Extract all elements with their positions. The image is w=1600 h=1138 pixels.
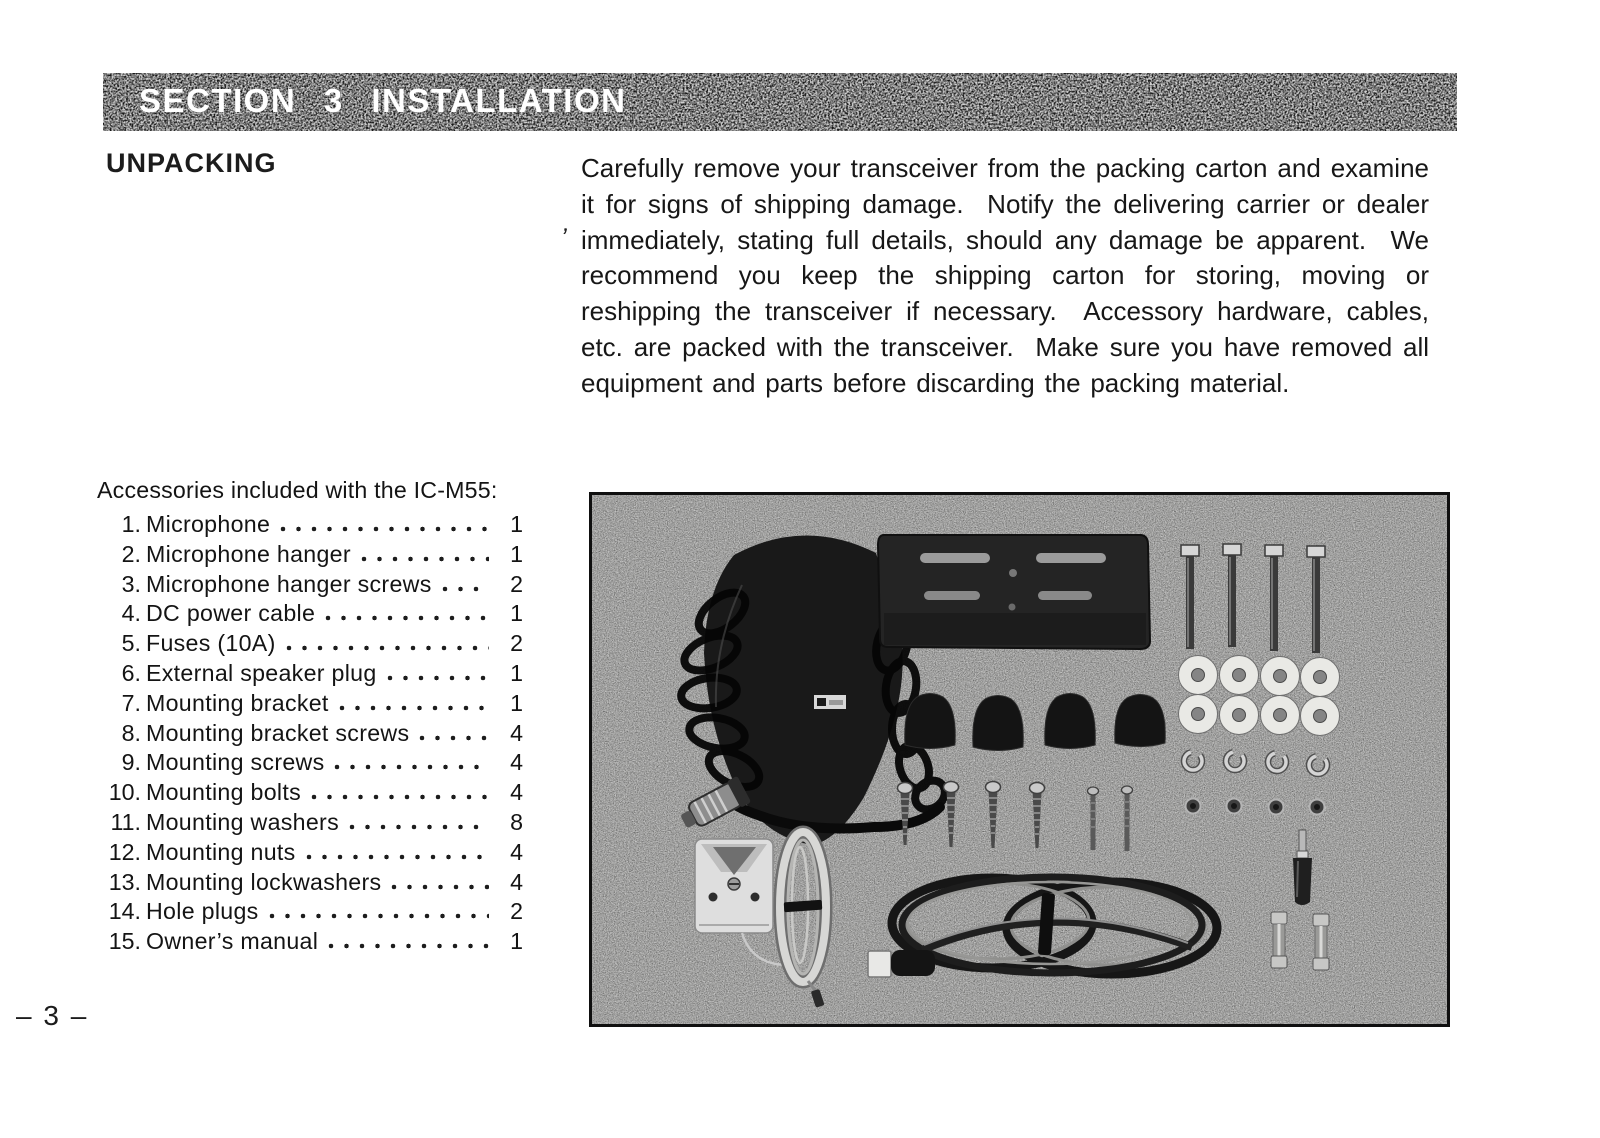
page-number: – 3 – — [16, 1000, 89, 1031]
item-quantity: 4 — [510, 749, 523, 776]
accessory-row — [95, 511, 523, 541]
item-name: Mounting bracket — [146, 689, 329, 716]
accessory-row — [95, 928, 523, 958]
item-quantity: 1 — [510, 689, 523, 716]
item-number: 7. — [121, 689, 141, 716]
dotted-leader — [361, 556, 489, 562]
accessory-row — [95, 809, 523, 839]
accessory-row — [95, 571, 523, 601]
dotted-leader — [387, 675, 489, 681]
item-number: 9. — [121, 749, 141, 776]
microphone-label — [814, 695, 846, 709]
item-name: Fuses (10A) — [146, 630, 276, 657]
accessory-row — [95, 600, 523, 630]
item-quantity: 4 — [510, 838, 523, 865]
item-name: Microphone — [146, 511, 271, 537]
item-name: Mounting washers — [146, 808, 339, 835]
item-name: Hole plugs — [146, 898, 259, 925]
item-number: 11. — [110, 808, 141, 835]
item-quantity: 1 — [510, 540, 523, 567]
mounting-bracket-photo-item — [878, 535, 1150, 649]
item-quantity: 2 — [510, 570, 523, 597]
accessory-row — [95, 839, 523, 869]
accessories-heading: Accessories included with the IC-M55: — [97, 477, 498, 503]
item-name: Microphone hanger — [146, 540, 351, 567]
dotted-leader — [442, 586, 489, 592]
item-name: External speaker plug — [146, 659, 377, 686]
accessory-row — [95, 720, 523, 750]
accessory-row — [95, 779, 523, 809]
accessories-photo — [589, 492, 1450, 1027]
item-number: 13. — [108, 868, 141, 895]
dotted-leader — [391, 884, 489, 890]
item-number: 14. — [108, 898, 141, 925]
dotted-leader — [419, 735, 489, 741]
dotted-leader — [334, 764, 489, 770]
dotted-leader — [280, 526, 489, 532]
dotted-leader — [349, 824, 489, 830]
accessories-photo-drawing — [592, 495, 1447, 1024]
dotted-leader — [328, 943, 489, 949]
item-number: 12. — [108, 838, 141, 865]
microphone-hanger-photo-item — [695, 839, 773, 933]
item-quantity: 1 — [510, 928, 523, 955]
unpacking-paragraph: Carefully remove your transceiver from the packing carton and examine it for signs of shipping damage. Notify the delivering carrier or dealer immediately, stating full details, should any damage be apparent. We recommend you keep the shipping carton for storing, moving or reshipping the transceiver if necessary. Accessory hardware, cables, etc. are packed with the transceiver. Make sure you have removed all equipment and parts before discarding the packing material. — [581, 153, 1429, 398]
accessory-row — [95, 869, 523, 899]
section-header-bar — [103, 73, 1457, 131]
item-quantity: 8 — [510, 808, 523, 835]
item-name: Mounting lockwashers — [146, 868, 382, 895]
item-number: 6. — [121, 659, 141, 686]
accessory-row — [95, 660, 523, 690]
item-quantity: 4 — [510, 868, 523, 895]
item-quantity: 1 — [510, 600, 523, 627]
item-number: 1. — [121, 511, 141, 537]
item-number: 15. — [108, 928, 141, 955]
item-number: 5. — [121, 630, 141, 657]
item-name: Mounting nuts — [146, 838, 296, 865]
item-number: 2. — [121, 540, 141, 567]
item-quantity: 2 — [510, 630, 523, 657]
dotted-leader — [286, 645, 489, 651]
accessory-row — [95, 749, 523, 779]
item-name: Owner’s manual — [146, 928, 319, 955]
accessory-row — [95, 630, 523, 660]
item-name: DC power cable — [146, 600, 316, 627]
item-quantity: 4 — [510, 779, 523, 806]
dotted-leader — [311, 794, 489, 800]
item-name: Mounting bolts — [146, 779, 302, 806]
dotted-leader — [325, 615, 489, 621]
dotted-leader — [306, 854, 489, 860]
dotted-leader — [269, 913, 489, 919]
accessory-row — [95, 541, 523, 571]
unpacking-heading: UNPACKING — [106, 148, 277, 178]
item-name: Microphone hanger screws — [146, 570, 432, 597]
item-name: Mounting bracket screws — [146, 719, 410, 746]
item-quantity: 1 — [510, 511, 523, 537]
item-number: 10. — [108, 779, 141, 806]
scan-artifact: ’ — [558, 221, 570, 253]
item-quantity: 2 — [510, 898, 523, 925]
accessories-list — [95, 477, 523, 958]
item-number: 3. — [121, 570, 141, 597]
item-quantity: 1 — [510, 659, 523, 686]
item-quantity: 4 — [510, 719, 523, 746]
item-number: 8. — [121, 719, 141, 746]
accessory-row — [95, 690, 523, 720]
section-title: SECTION 3 INSTALLATION — [139, 82, 627, 120]
item-number: 4. — [121, 600, 141, 627]
dotted-leader — [339, 705, 489, 711]
item-name: Mounting screws — [146, 749, 325, 776]
accessory-row — [95, 898, 523, 928]
